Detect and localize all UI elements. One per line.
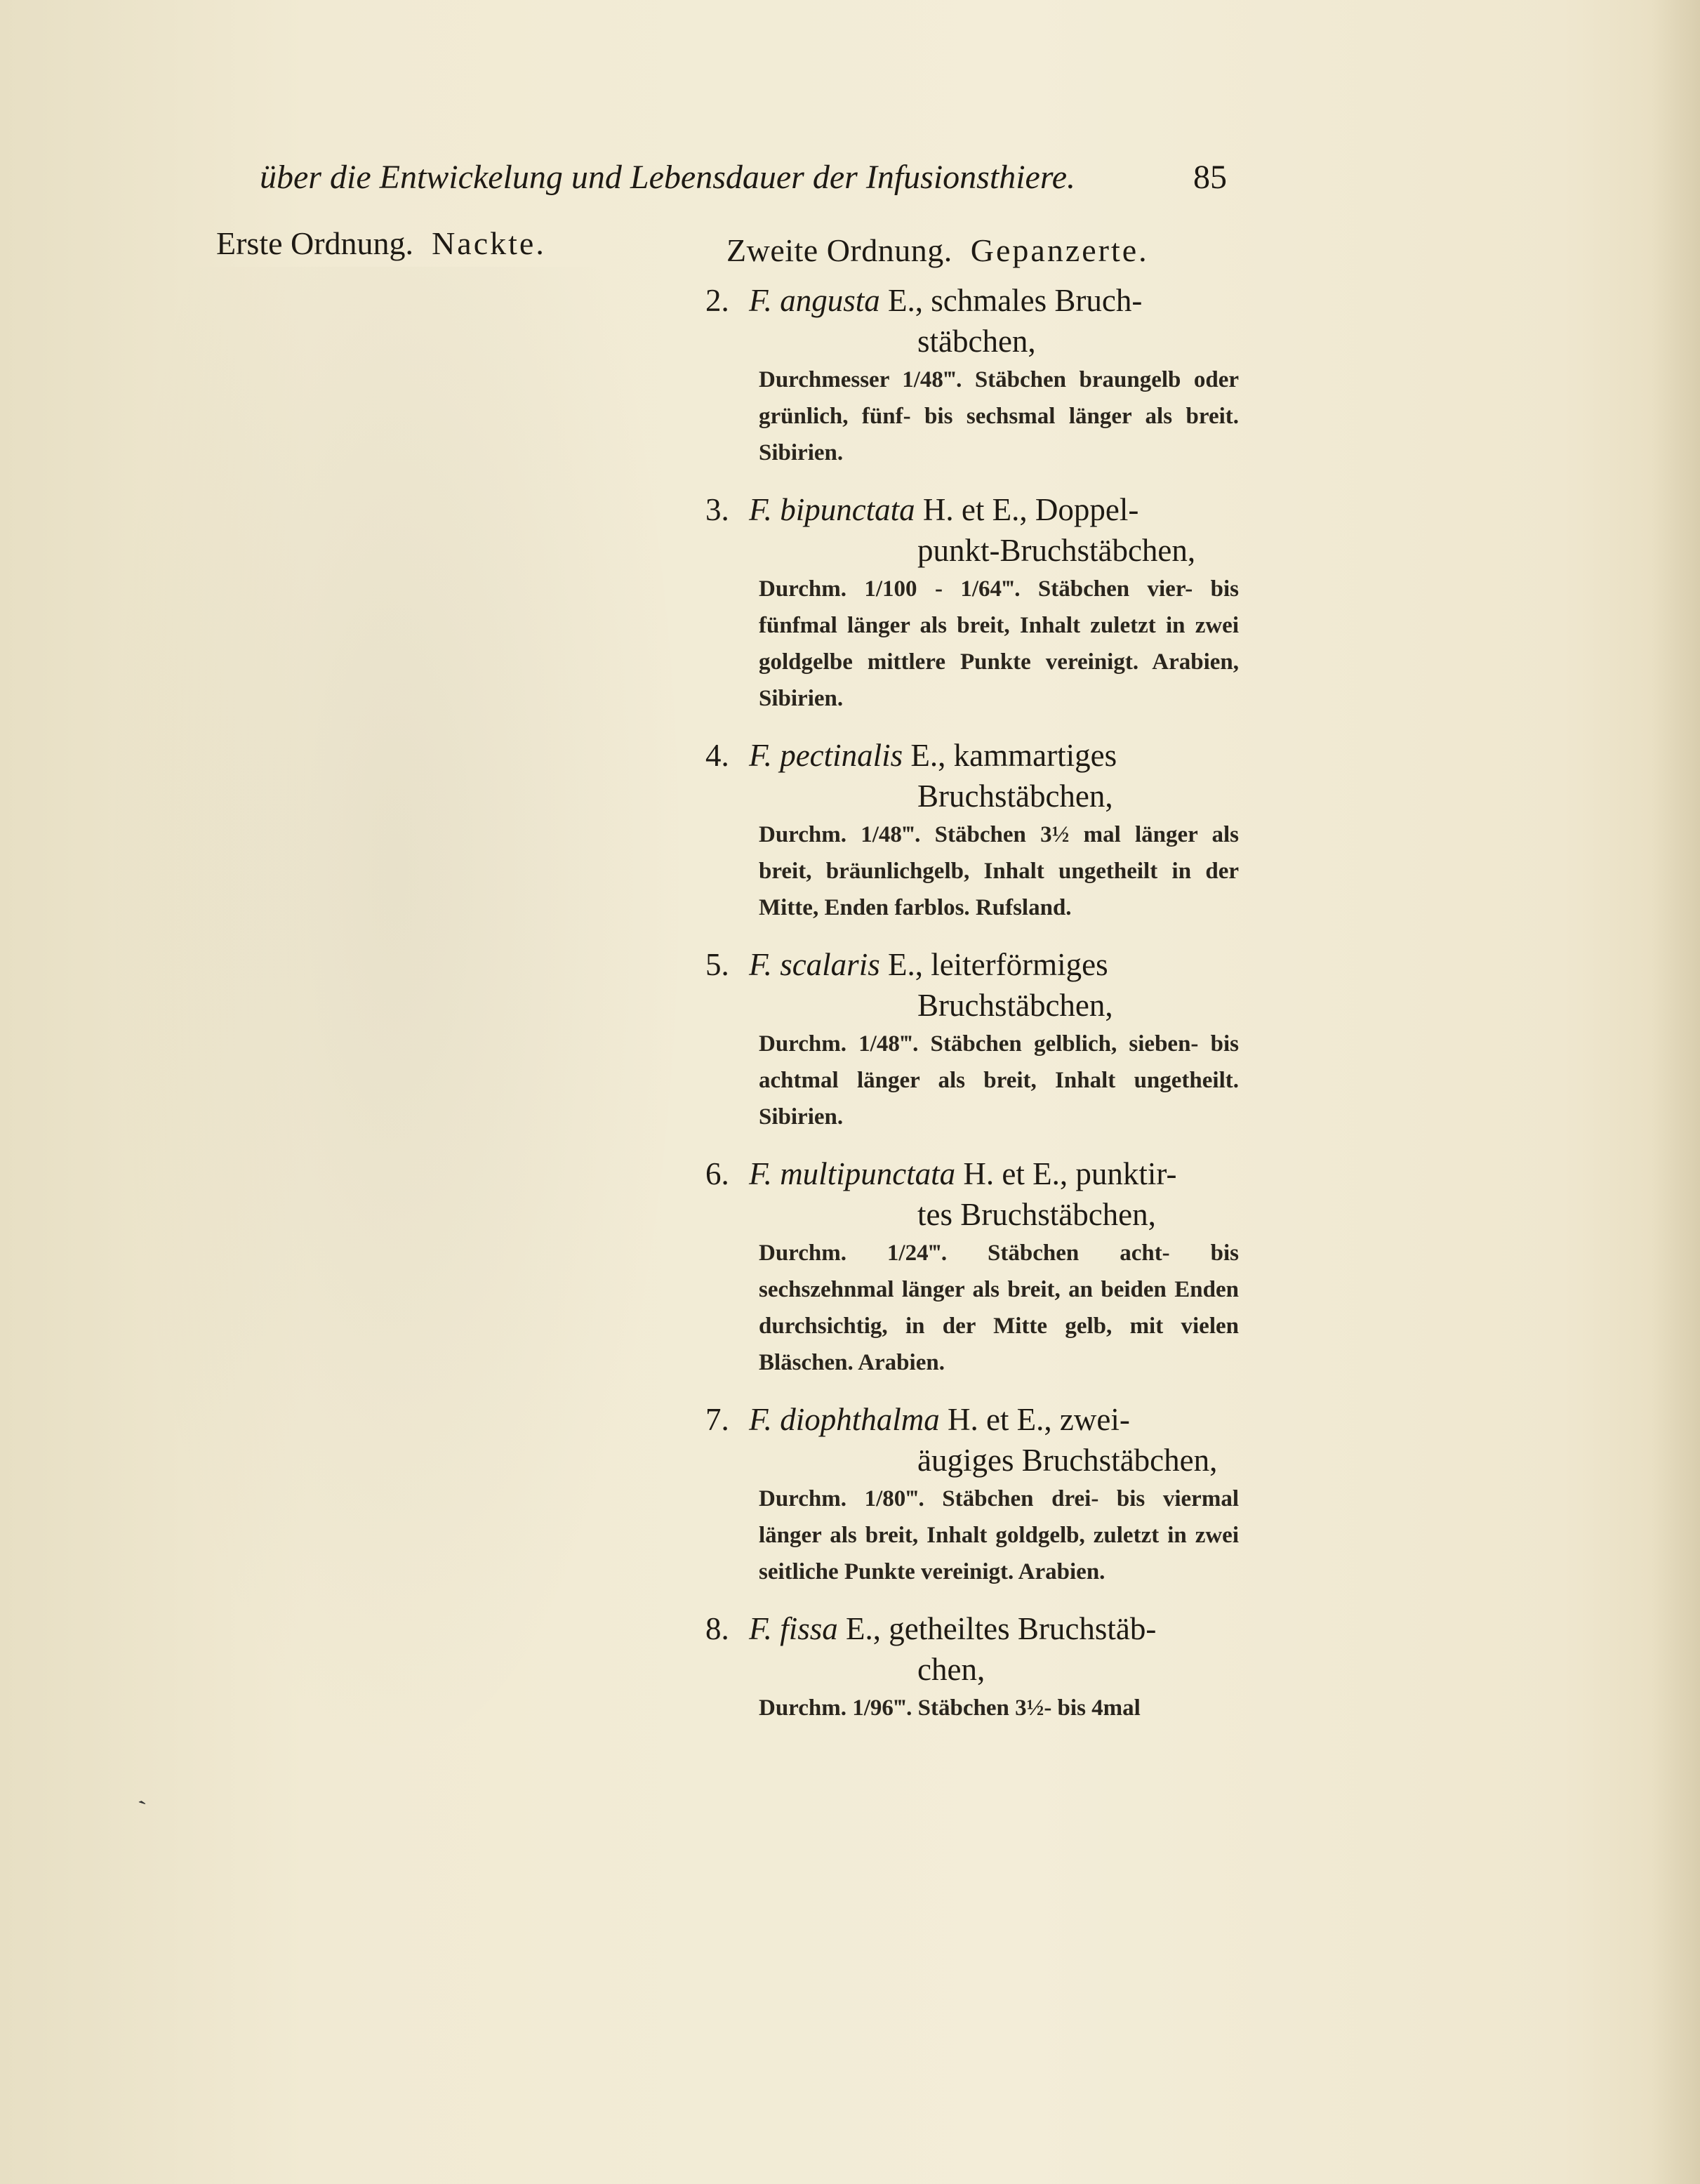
entry-common-name: getheiltes Bruchstäb- xyxy=(889,1611,1157,1646)
right-heading-order: Zweite Ordnung. xyxy=(726,232,952,268)
bleed-through-shadow xyxy=(105,267,688,1776)
species-entry xyxy=(705,1608,1239,1726)
entry-common-name: punktir- xyxy=(1075,1156,1177,1191)
entry-authority: E., xyxy=(887,947,923,982)
species-entry xyxy=(705,944,1239,1135)
entry-genus: F. xyxy=(749,1156,772,1191)
page-number: 85 xyxy=(1193,159,1227,196)
left-column-heading xyxy=(216,225,546,262)
right-column xyxy=(705,232,1239,1745)
entry-species: angusta xyxy=(780,283,880,318)
entry-description: Durchm. 1/48‴. Stäbchen gelblich, sieben- bis achtmal länger als breit, Inhalt ungetheilt. Sibirien. xyxy=(759,1031,1239,1130)
entry-title xyxy=(705,489,1239,571)
entry-common-name: Doppel- xyxy=(1035,492,1139,527)
entry-genus: F. xyxy=(749,947,772,982)
entry-authority: E., xyxy=(845,1611,881,1646)
entry-authority: H. et E., xyxy=(922,492,1028,527)
entry-genus: F. xyxy=(749,283,772,318)
stray-pen-mark: ` xyxy=(135,1794,155,1827)
entry-genus: F. xyxy=(749,1402,772,1437)
right-column-heading xyxy=(726,232,1239,269)
entry-species: scalaris xyxy=(780,947,880,982)
species-entry xyxy=(705,1153,1239,1381)
entry-genus: F. xyxy=(749,738,772,773)
entry-title xyxy=(705,944,1239,1026)
running-title: über die Entwickelung und Lebensdauer der Infusionsthiere. xyxy=(260,159,1076,196)
species-entry xyxy=(705,1399,1239,1590)
entry-description: Durchm. 1/96‴. Stäbchen 3½- bis 4mal xyxy=(759,1695,1141,1721)
entry-number: 8. xyxy=(705,1611,729,1646)
species-entry xyxy=(705,735,1239,926)
left-heading-spaced: Nackte. xyxy=(432,225,546,261)
entry-description: Durchm. 1/48‴. Stäbchen 3½ mal länger als breit, bräunlichgelb, Inhalt ungetheilt in der Mitte, Enden farblos. Rufsland. xyxy=(759,822,1239,920)
entry-number: 7. xyxy=(705,1402,729,1437)
entry-description: Durchmesser 1/48‴. Stäbchen braungelb oder grünlich, fünf- bis sechsmal länger als breit. Sibirien. xyxy=(759,367,1239,465)
entry-number: 2. xyxy=(705,283,729,318)
species-entry xyxy=(705,489,1239,717)
entry-authority: E., xyxy=(887,283,923,318)
entry-title xyxy=(705,735,1239,816)
entry-number: 4. xyxy=(705,738,729,773)
entry-title xyxy=(705,1608,1239,1690)
entry-common-name-continued: tes Bruchstäbchen, xyxy=(917,1197,1156,1232)
entry-description: Durchm. 1/24‴. Stäbchen acht- bis sechszehnmal länger als breit, an beiden Enden durchsichtig, in der Mitte gelb, mit vielen Bläschen. Arabien. xyxy=(759,1240,1239,1375)
species-entry xyxy=(705,280,1239,471)
entry-species: fissa xyxy=(780,1611,838,1646)
entry-authority: H. et E., xyxy=(963,1156,1068,1191)
entry-common-name-continued: äugiges Bruchstäbchen, xyxy=(917,1443,1218,1478)
entry-title xyxy=(705,1153,1239,1235)
entry-species: diophthalma xyxy=(780,1402,940,1437)
right-heading-spaced: Gepanzerte. xyxy=(970,232,1149,268)
entry-species: bipunctata xyxy=(780,492,915,527)
entry-common-name: schmales Bruch- xyxy=(931,283,1143,318)
entry-common-name: zwei- xyxy=(1059,1402,1130,1437)
entry-description: Durchm. 1/100 - 1/64‴. Stäbchen vier- bis fünfmal länger als breit, Inhalt zuletzt in zwei goldgelbe mittlere Punkte vereinigt. Arabien, Sibirien. xyxy=(759,576,1239,711)
entry-common-name-continued: Bruchstäbchen, xyxy=(917,779,1113,814)
entry-authority: E., xyxy=(910,738,946,773)
entry-common-name-continued: punkt-Bruchstäbchen, xyxy=(917,533,1196,568)
entry-species: pectinalis xyxy=(780,738,903,773)
entry-authority: H. et E., xyxy=(947,1402,1052,1437)
entry-title xyxy=(705,1399,1239,1481)
entry-common-name-continued: Bruchstäbchen, xyxy=(917,988,1113,1023)
entry-number: 6. xyxy=(705,1156,729,1191)
entry-genus: F. xyxy=(749,1611,772,1646)
entry-common-name: leiterförmiges xyxy=(931,947,1108,982)
left-heading-order: Erste Ordnung. xyxy=(216,225,414,261)
entry-genus: F. xyxy=(749,492,772,527)
entry-number: 5. xyxy=(705,947,729,982)
entry-common-name-continued: chen, xyxy=(917,1652,985,1687)
entry-number: 3. xyxy=(705,492,729,527)
entry-common-name-continued: stäbchen, xyxy=(917,324,1036,359)
entry-description: Durchm. 1/80‴. Stäbchen drei- bis viermal länger als breit, Inhalt goldgelb, zuletzt in zwei seitliche Punkte vereinigt. Arabien. xyxy=(759,1486,1239,1584)
entry-common-name: kammartiges xyxy=(953,738,1117,773)
page-edge-shadow xyxy=(1651,0,1700,2184)
entry-species: multipunctata xyxy=(780,1156,956,1191)
entry-title xyxy=(705,280,1239,362)
